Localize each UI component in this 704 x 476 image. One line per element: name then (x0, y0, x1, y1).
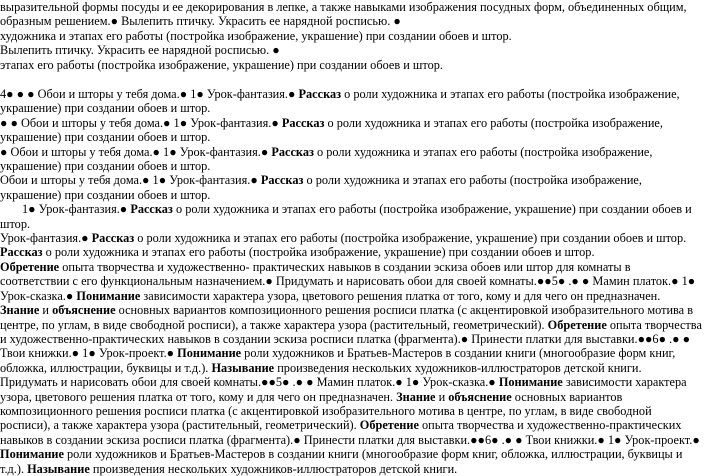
intro-text: выразительной формы посуды и ее декорирования в лепке, а также навыками изображения посудных форм, объединенных общим, образным решением.● Вылепить птичку. Украсить ее нарядной росписью. ● (0, 0, 687, 29)
paragraph-draw-wallpaper: Придумать и нарисовать обои для своей комнаты.●●5● .● ● Мамин платок.● 1● Урок-сказка.● Понимание зависимости характера узора, цветового решения платка от того, кому и для чего он предназначен. Знание и объяснение основных вариантов композиционного решения росписи платка (с акцентировкой изобразительного мотива в центре, по углам, в виде свободной росписи), а также характера узора (растительный, геометрический). Обретение опыта творчества и художественно-практических навыков в создании эскиза росписи платка (фрагмента).● Принести платки для выставки.●●6● .● ● Твои книжки.● 1● Урок-проект.● Понимание роли художников и Братьев-Мастеров в создании книги (многообразие форм книг, обложка, иллюстрации, буквицы и т.д.). Называние произведения нескольких художников-иллюстраторов детской книги. (0, 375, 700, 476)
line-stages (0, 58, 702, 72)
paragraph-experience: Обретение опыта творчества и художественно- практических навыков в создании эскиза обоев или штор для комнаты в соответствии с его функциональным назначением.● Придумать и нарисовать обои для своей комнаты.●●5● .● ● Мамин платок.● 1● Урок-сказка.● Понимание зависимости характера узора, цветового решения платка от того, кому и для чего он предназначен. Знание и объяснение основных вариантов композиционного решения росписи платка (с акцентировкой изобразительного мотива в центре, по углам, в виде свободной росписи), а также характера узора (растительный, геометрический). Обретение опыта творчества и художественно-практических навыков в создании эскиза росписи платка (фрагмента).● Принести платки для выставки.●●6● .● ● Твои книжки.● 1● Урок-проект.● Понимание роли художников и Братьев-Мастеров в создании книги (многообразие форм книг, обложка, иллюстрации, буквицы и т.д.). Называние произведения нескольких художников-иллюстраторов детской книги. (0, 259, 702, 375)
intro-block (0, 0, 702, 72)
paragraph-4: 4● ● ● Обои и шторы у тебя дома.● 1● Урок-фантазия.● Рассказ о роли художника и этапах его работы (постройка изображение, украшение) при создании обоев и штор. (0, 87, 680, 116)
line-stages-text: этапах его работы (постройка изображение, украшение) при создании обоев и штор. (0, 57, 443, 72)
paragraph-fantasy-1: 1● Урок-фантазия.● Рассказ о роли художника и этапах его работы (постройка изображение, украшение) при создании обоев и штор. (0, 202, 692, 231)
line-artist (0, 29, 702, 43)
paragraph-story: Рассказ о роли художника и этапах его работы (постройка изображение, украшение) при создании обоев и штор. (0, 245, 595, 260)
paragraph-wallpaper-3: ● Обои и шторы у тебя дома.● 1● Урок-фантазия.● Рассказ о роли художника и этапах его работы (постройка изображение, украшение) при создании обоев и штор. (0, 144, 653, 174)
paragraph-fantasy-2: Урок-фантазия.● Рассказ о роли художника и этапах его работы (постройка изображение, украшение) при создании обоев и штор. (0, 231, 687, 246)
paragraph-wallpaper-2: ● ● Обои и шторы у тебя дома.● 1● Урок-фантазия.● Рассказ о роли художника и этапах его работы (постройка изображение, украшение) при создании обоев и штор. (0, 115, 663, 145)
line-bird (0, 43, 702, 57)
line-bird-text: Вылепить птичку. Украсить ее нарядной росписью. ● (0, 43, 280, 58)
lesson-block (0, 87, 702, 476)
line-artist-text: художника и этапах его работы (постройка изображение, украшение) при создании обоев и штор. (0, 28, 512, 43)
paragraph-wallpaper-4: Обои и шторы у тебя дома.● 1● Урок-фантазия.● Рассказ о роли художника и этапах его работы (постройка изображение, украшение) при создании обоев и штор. (0, 173, 642, 202)
intro-paragraph (0, 0, 702, 29)
